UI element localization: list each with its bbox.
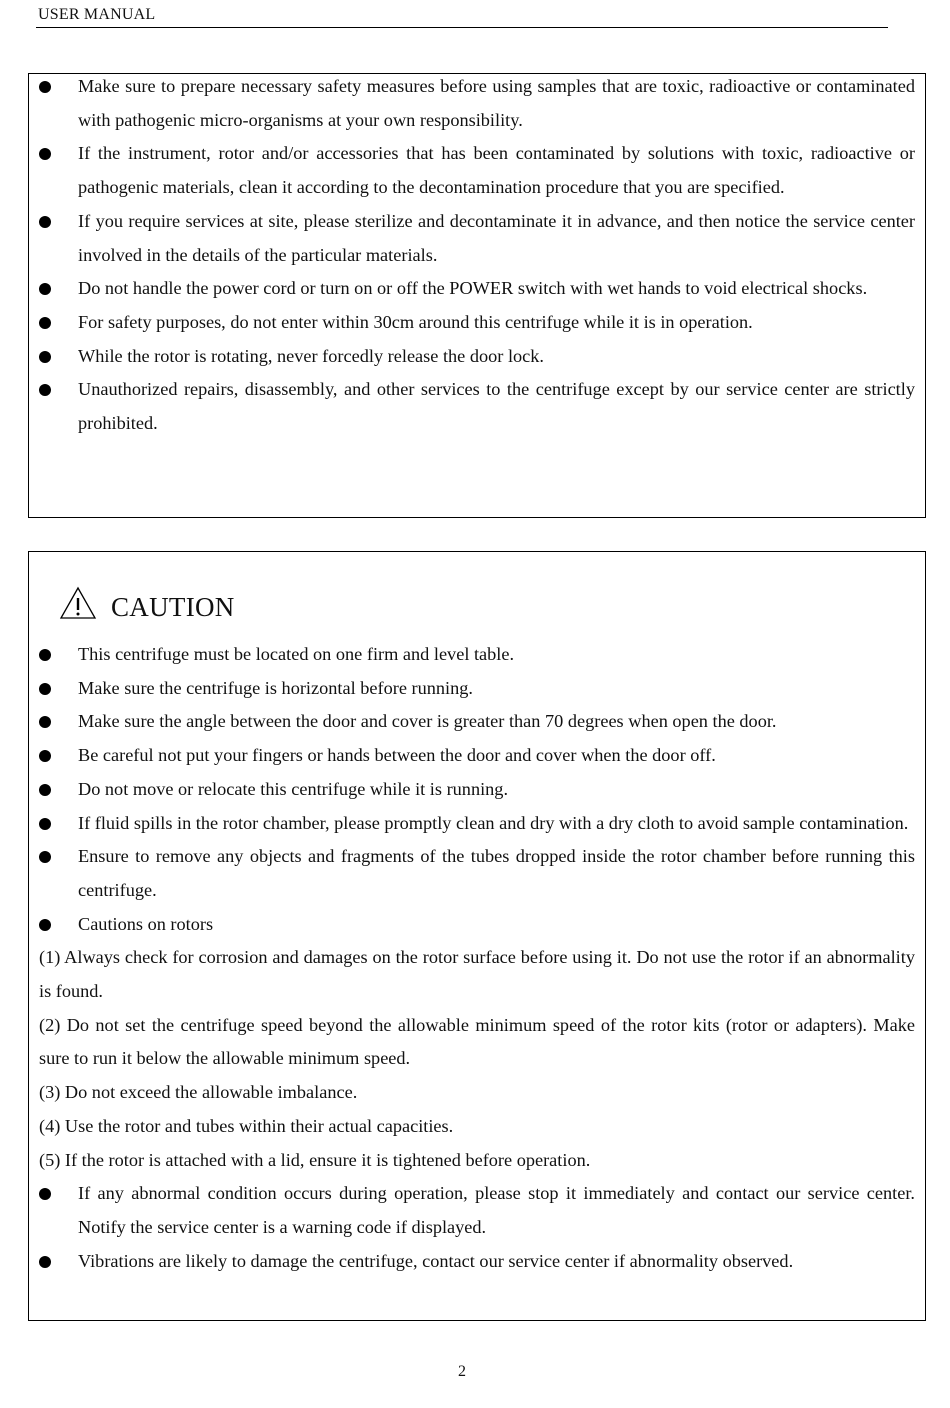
bullet-icon	[39, 818, 51, 830]
list-item: Make sure to prepare necessary safety measures before using samples that are toxic, radioactive or contaminated with pathogenic micro-organisms at your own responsibility.	[29, 70, 925, 137]
bullet-icon	[39, 317, 51, 329]
list-item: Make sure the centrifuge is horizontal before running.	[29, 672, 925, 706]
warning-list	[29, 70, 925, 441]
bullet-icon	[39, 784, 51, 796]
bullet-icon	[39, 683, 51, 695]
rotor-note: (3) Do not exceed the allowable imbalance.	[39, 1082, 358, 1103]
list-item: Vibrations are likely to damage the centrifuge, contact our service center if abnormality observed.	[29, 1245, 925, 1279]
caution-title: CAUTION	[111, 592, 235, 622]
caution-final-list	[29, 1177, 925, 1278]
bullet-icon	[39, 283, 51, 295]
bullet-icon	[39, 148, 51, 160]
list-item: If you require services at site, please sterilize and decontaminate it in advance, and then notice the service center involved in the details of the particular materials.	[29, 205, 925, 272]
list-item: While the rotor is rotating, never forcedly release the door lock.	[29, 340, 925, 374]
bullet-icon	[39, 384, 51, 396]
list-item: For safety purposes, do not enter within 30cm around this centrifuge while it is in operation.	[29, 306, 925, 340]
header-rule	[36, 27, 888, 28]
list-item: Cautions on rotors	[29, 908, 925, 942]
caution-list	[29, 638, 925, 941]
list-item: Make sure the angle between the door and cover is greater than 70 degrees when open the door.	[29, 705, 925, 739]
bullet-icon	[39, 81, 51, 93]
caution-heading	[29, 586, 925, 638]
caution-box	[28, 551, 926, 1321]
list-item: If any abnormal condition occurs during operation, please stop it immediately and contact our service center. Notify the service center is a warning code if displayed.	[29, 1177, 925, 1244]
bullet-icon	[39, 1256, 51, 1268]
page-header: USER MANUAL	[38, 6, 156, 23]
list-item: Do not handle the power cord or turn on or off the POWER switch with wet hands to void electrical shocks.	[29, 272, 925, 306]
bullet-icon	[39, 750, 51, 762]
bullet-icon	[39, 351, 51, 363]
list-item: This centrifuge must be located on one firm and level table.	[29, 638, 925, 672]
bullet-icon	[39, 851, 51, 863]
rotor-note: (1) Always check for corrosion and damages on the rotor surface before using it. Do not use the rotor if an abnormality is found.	[39, 947, 915, 1002]
warning-triangle-icon	[59, 586, 97, 620]
bullet-icon	[39, 1188, 51, 1200]
page-number: 2	[458, 1363, 466, 1380]
list-item: Do not move or relocate this centrifuge while it is running.	[29, 773, 925, 807]
bullet-icon	[39, 649, 51, 661]
list-item: Be careful not put your fingers or hands between the door and cover when the door off.	[29, 739, 925, 773]
list-item: If fluid spills in the rotor chamber, please promptly clean and dry with a dry cloth to avoid sample contamination.	[29, 807, 925, 841]
list-item: Ensure to remove any objects and fragments of the tubes dropped inside the rotor chamber before running this centrifuge.	[29, 840, 925, 907]
list-item: Unauthorized repairs, disassembly, and other services to the centrifuge except by our service center are strictly prohibited.	[29, 373, 925, 440]
list-item: If the instrument, rotor and/or accessories that has been contaminated by solutions with toxic, radioactive or pathogenic materials, clean it according to the decontamination procedure that you are specified.	[29, 137, 925, 204]
rotor-note: (4) Use the rotor and tubes within their actual capacities.	[39, 1115, 454, 1136]
warning-box	[28, 73, 926, 518]
rotor-note: (2) Do not set the centrifuge speed beyond the allowable minimum speed of the rotor kits (rotor or adapters). Make sure to run it below the allowable minimum speed.	[39, 1014, 915, 1069]
rotor-note: (5) If the rotor is attached with a lid, ensure it is tightened before operation.	[39, 1149, 591, 1170]
bullet-icon	[39, 716, 51, 728]
bullet-icon	[39, 919, 51, 931]
bullet-icon	[39, 216, 51, 228]
